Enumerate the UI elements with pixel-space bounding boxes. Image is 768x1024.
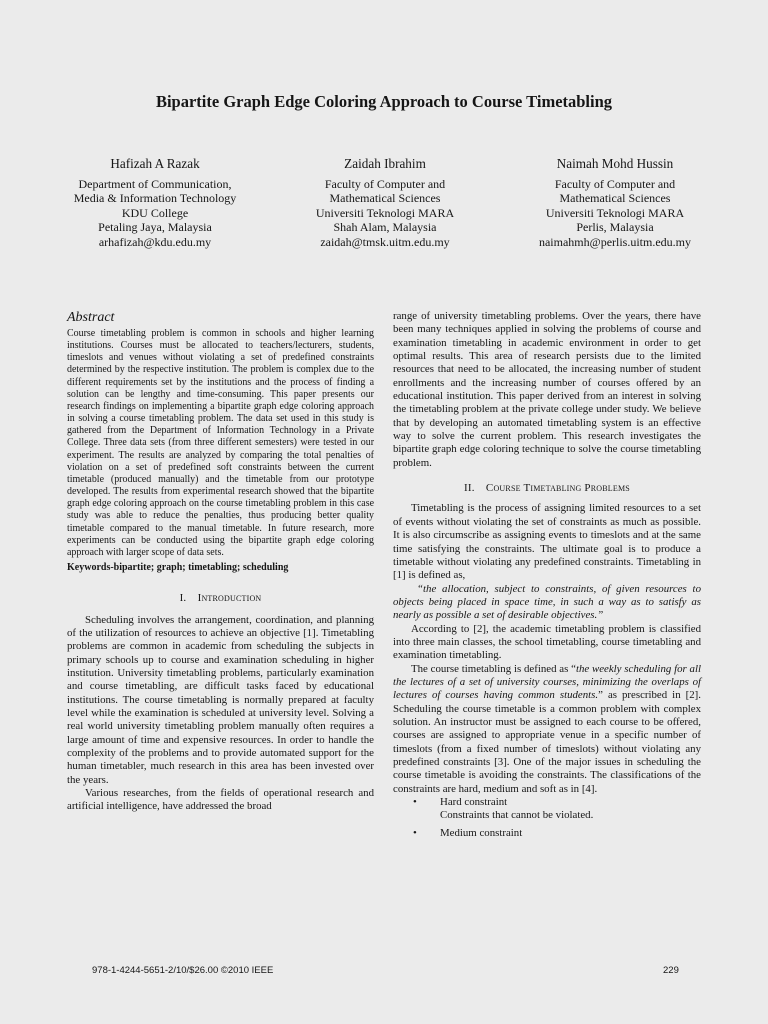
- bullet-dot-icon: •: [413, 796, 417, 809]
- author-email: arhafizah@kdu.edu.my: [98, 234, 212, 249]
- author-name: Hafizah A Razak: [110, 156, 200, 171]
- author-affiliation-line: Faculty of Computer and: [324, 176, 446, 191]
- author-affiliation-line: Department of Communication,: [78, 176, 232, 191]
- left-column: [67, 310, 374, 814]
- author-block: [40, 157, 730, 250]
- text-span: The course timetabling is defined as “: [411, 662, 576, 675]
- author-affiliation-line: Perlis, Malaysia: [576, 220, 654, 235]
- author-affiliation-line: Petaling Jaya, Malaysia: [98, 220, 212, 235]
- author-affiliation-line: Media & Information Technology: [73, 191, 237, 206]
- bullet-dot-icon: •: [413, 826, 417, 839]
- section2-paragraph-3: [393, 663, 701, 796]
- author-1: [40, 157, 270, 250]
- bullet-label: Medium constraint: [440, 826, 523, 839]
- abstract-heading: Abstract: [67, 310, 115, 325]
- author-affiliation-line: Universiti Teknologi MARA: [545, 205, 685, 220]
- text-span: ” as prescribed in [2]. Scheduling the course timetable is a common problem with complex solution. An instructor must be assigned to each course to be offered, courses are assigned to appropriate venue in a specific number of timeslots (from a fixed number of timeslots) without violating any predefined constraints [3]. One of the major issues in scheduling the course timetable is avoiding the constraints. The classifications of the constraints are hard, medium and soft as in [4].: [393, 689, 701, 795]
- author-3: [500, 157, 730, 250]
- right-column: [393, 310, 701, 840]
- author-name: Naimah Mohd Hussin: [556, 156, 674, 171]
- intro-paragraph-3: range of university timetabling problems. Over the years, there have been many techniques applied in solving the problems of course and examination timetabling in academic environment in order to get optimal results. This area of research persists due to the limited resources that need to be allocated, the increasing number of student enrollments and the increasing number of courses offered by an educational institution. This paper derived from an interest in solving the timetabling problem at the private college under study. We believe that by developing an automated timetabling system is an effective way to solve the current problem. This research investigates the bipartite graph edge coloring technique to solve the course timetabling problem.: [393, 310, 701, 469]
- intro-paragraph-1: Scheduling involves the arrangement, coordination, and planning of the utilization of resources to achieve an objective [1]. Timetabling problems are common in academic from scheduling the subjects in primary schools up to course and examination scheduling in higher institution. University timetabling problems, particularly examination and course timetabling, are difficult tasks faced by educational institutions. The course timetabling is normally prepared at faculty level while the examination is scheduled at university level. Solving a real world university timetabling problem manually often requires a large amount of time and expensive resources. In order to handle the complexity of the problems and to provide automated support for the human timetabler, much research in this area has been invested over the years.: [67, 613, 374, 786]
- author-email: zaidah@tmsk.uitm.edu.my: [320, 234, 450, 249]
- bullet-item: [393, 827, 701, 840]
- author-email: naimahmh@perlis.uitm.edu.my: [538, 234, 692, 249]
- section-heading-introduction: I. Introduction: [179, 592, 262, 605]
- paper-title: Bipartite Graph Edge Coloring Approach to Course Timetabling: [155, 92, 613, 111]
- abstract-body: Course timetabling problem is common in schools and higher learning institutions. Courses must be allocated to teachers/lecturers, students, timeslots and venues without violating a set of predefined constraints determined by the respective institution. The problem is complex due to the different requirements set by the institutions and the process of finding a solution can be lengthy and time-consuming. This paper presents our research findings on implementing a bipartite graph edge coloring approach in solving a course timetabling problem. The data set used in this study is gathered from the Department of Information Technology in a Private College. Three data sets (from three different semesters) were tested in our experiment. The results are analyzed by comparing the total penalties of violation on a set of predefined soft constraints between the current timetable (produced manually) and the timetable from our prototype developed. The results from experimental research showed that the bipartite graph edge coloring approach on the course timetabling problem in this case study was able to reduce the penalties, thus producing better quality timetable compared to the manual timetable. In future research, more experiments can be conducted using the bipartite graph edge coloring approach with larger scope of data sets.: [67, 328, 374, 558]
- intro-paragraph-2: Various researches, from the fields of operational research and artificial intelligence, have addressed the broad: [67, 787, 374, 813]
- bullet-label: Hard constraint: [440, 796, 508, 809]
- bullet-item: [393, 796, 701, 809]
- bullet-description: Constraints that cannot be violated.: [440, 809, 594, 822]
- author-affiliation-line: Universiti Teknologi MARA: [315, 205, 455, 220]
- author-2: [270, 157, 500, 250]
- author-affiliation-line: Mathematical Sciences: [329, 191, 441, 206]
- section2-paragraph-1: Timetabling is the process of assigning limited resources to a set of events without violating the set of constraints as much as possible. It is also circumscribe as assigning events to timeslots and at the same time satisfying the constraints. The ultimate goal is to produce a timetable without violating any predefined constraints. Timetabling in [1] is defined as,: [393, 502, 701, 582]
- italic-definition: the weekly scheduling for all the lectures of a set of university courses, minimizing the overlaps of lectures of courses having common students.: [393, 662, 701, 702]
- section-heading-course-timetabling: II. Course Timetabling Problems: [464, 482, 630, 495]
- author-affiliation-line: KDU College: [121, 205, 189, 220]
- author-name: Zaidah Ibrahim: [344, 156, 426, 171]
- section2-paragraph-2: According to [2], the academic timetabling problem is classified into three main classes, the school timetabling, course timetabling and examination timetabling.: [393, 622, 701, 662]
- author-affiliation-line: Faculty of Computer and: [554, 176, 676, 191]
- author-affiliation-line: Shah Alam, Malaysia: [333, 220, 437, 235]
- definition-quote: “the allocation, subject to constraints, of given resources to objects being placed in space time, in such a way as to satisfy as nearly as possible a set of desirable objectives.”: [393, 582, 701, 622]
- author-affiliation-line: Mathematical Sciences: [559, 191, 671, 206]
- keywords: Keywords-bipartite; graph; timetabling; scheduling: [67, 561, 289, 573]
- footer-copyright: 978-1-4244-5651-2/10/$26.00 ©2010 IEEE: [92, 965, 274, 976]
- page-number: 229: [663, 965, 679, 976]
